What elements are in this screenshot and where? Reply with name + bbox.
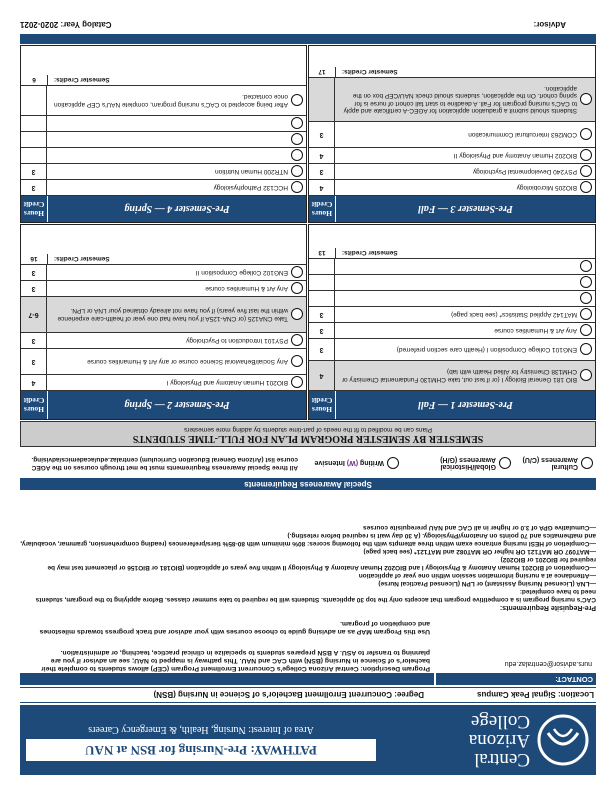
course-row — [21, 86, 306, 116]
course-checkbox[interactable] — [580, 325, 592, 337]
area-of-interest: Area of Interest: Nursing, Health, & Emergency Careers — [88, 724, 314, 735]
course-row — [309, 122, 595, 148]
semester-credits-value: 13 — [309, 248, 336, 258]
sem3-hours-credit: Hours Credit — [309, 196, 336, 222]
course-text: Any Art & Humanities course — [494, 327, 577, 335]
semester-credits-value: 16 — [21, 254, 48, 264]
prereq-item: —Completion of HESI nursing entrance exam within three attempts with the following scores: 80% minimum with 80-85% tiers/preferences (reading comprehension, grammar, vocabulary, and mathematics and 70 points on Anatomy/Physiology. (A 30 day wait is required before retesting.) — [20, 532, 596, 547]
course-row — [309, 307, 595, 323]
semester-credits-label: Semester Credits: — [54, 76, 110, 84]
course-text: BIO202 Human Anatomy and Physiology II — [453, 152, 577, 160]
course-row — [21, 297, 306, 333]
plan-header — [20, 421, 596, 447]
course-row — [309, 275, 595, 291]
course-credit: 3 — [21, 281, 47, 296]
semester-credits-value: 17 — [309, 67, 336, 77]
description-text: Program Description: Central Arizona College's Concurrent Enrollment Program (CEP) allows students to complete their bachelor's of Science in Nursing (BSN) with CAC and NAU. This pathway is mapped to NAU; see an advisor if you are planning to transfer to ASU. A BSN prepares students to specialize in clinical practice, teaching, or administration. — [41, 649, 430, 672]
semester-4 — [20, 45, 307, 223]
writing-checkbox[interactable] — [387, 457, 399, 469]
course-credit: 4 — [309, 148, 335, 163]
course-row — [21, 349, 306, 375]
sem3-title: Pre-Semester 3 — Fall — [418, 203, 513, 215]
special-note: All three Special Awareness Requirements must be met through courses on the AGEC course list (Arizona General Education Curriculum) centralaz.edu/academics/advising. — [31, 456, 298, 471]
course-checkbox[interactable] — [291, 95, 303, 107]
course-credit: 4 — [21, 375, 47, 390]
course-checkbox[interactable] — [291, 335, 303, 347]
sem2-hours-credit: Hours Credit — [21, 391, 48, 419]
semester-credits — [309, 248, 595, 259]
prereq-item: —Completion of BIO201 Human Anatomy & Physiology I and BIO202 Human Anatomy & Physiology II within five years of application (BIO181 or BIO156 or placement test may be required for BIO201 or BIO202) — [47, 556, 596, 571]
course-row — [21, 148, 306, 164]
header-banner — [20, 705, 596, 775]
semester-credits-value: 6 — [21, 75, 48, 85]
sem4-title: Pre-Semester 4 — Spring — [124, 203, 230, 215]
course-checkbox[interactable] — [580, 293, 592, 305]
course-checkbox[interactable] — [291, 356, 303, 368]
footer — [20, 18, 596, 32]
course-credit — [21, 132, 47, 147]
course-checkbox[interactable] — [580, 166, 592, 178]
course-row — [309, 259, 595, 275]
course-row — [21, 375, 306, 391]
prereq-list — [20, 523, 596, 587]
course-row — [21, 116, 306, 132]
course-text: After being accepted to CAC's nursing program, complete NAU's CEP application once contacted. — [54, 93, 288, 108]
course-text: BIO201 Human Anatomy and Physiology I — [166, 379, 288, 387]
contact-email[interactable]: nurs.advisor@centralaz.edu — [504, 660, 592, 667]
course-row — [21, 132, 306, 148]
prereq-item: —LNA (Licensed Nursing Assistant) or LPN (Licensed Practical Nurse) — [378, 580, 596, 587]
course-credit — [309, 275, 335, 290]
course-row — [309, 148, 595, 164]
course-checkbox[interactable] — [580, 94, 592, 106]
course-credit: 3 — [21, 265, 47, 280]
course-row — [309, 164, 595, 180]
course-row — [21, 281, 306, 297]
opt-writing: Writing (W) Intensive — [314, 459, 384, 467]
college-logo — [392, 709, 592, 771]
course-credit: 3 — [21, 349, 47, 374]
semester-credits — [21, 75, 306, 86]
course-row — [21, 265, 306, 281]
course-credit: 3 — [309, 164, 335, 179]
course-checkbox[interactable] — [580, 344, 592, 356]
course-credit: 3 — [21, 333, 47, 348]
course-row — [309, 361, 595, 391]
bottom-strip — [20, 34, 596, 44]
logo-emblem-icon — [534, 711, 592, 769]
opt-cultural: Cultural Awareness (C/U) — [522, 456, 578, 470]
course-row — [309, 180, 595, 196]
course-checkbox[interactable] — [291, 166, 303, 178]
sem1-title: Pre-Semester 1 — Fall — [418, 399, 513, 411]
prereq-item: —Cumulative GPA of 3.0 or higher in all CAC and NAU prerequisite courses — [363, 524, 596, 531]
course-credit: 4 — [309, 180, 335, 195]
course-text: PSY101 Introduction to Psychology — [186, 337, 288, 345]
location-degree-bar — [20, 687, 596, 703]
course-row — [309, 323, 595, 339]
course-credit: 6-7 — [21, 297, 47, 332]
prerequisites — [20, 490, 596, 612]
special-heading: Special Awareness Requirements — [244, 480, 372, 489]
prereq-intro: CAC's nursing program is a competitive program that accepts only the top 30 applicants. Students will be required to take summer classes. Before applying to the program, students need to have completed: — [35, 588, 596, 603]
course-credit: 3 — [309, 323, 335, 338]
course-checkbox[interactable] — [580, 150, 592, 162]
course-text: Students should submit a graduation application for AGEC-A certificate and apply to CAC's nursing program for Fall. A deadline to start fall cohort of nurse is for spring cohort. On the application, students should check NAU/CEP box on the application. — [343, 85, 577, 115]
course-checkbox[interactable] — [580, 261, 592, 273]
course-text: HCC132 Pathophysiology — [213, 184, 288, 192]
course-text: ENG102 College Composition II — [195, 269, 288, 277]
course-text: Any Social/Behavioral Science course or any Art & Humanities course — [87, 358, 288, 366]
prereq-heading: Pre-Requisite Requirements: — [499, 604, 596, 611]
course-checkbox[interactable] — [291, 283, 303, 295]
sem1-hours-credit: Hours Credit — [309, 391, 336, 419]
course-checkbox[interactable] — [291, 150, 303, 162]
cultural-checkbox[interactable] — [581, 457, 593, 469]
contact-box — [436, 613, 596, 685]
course-checkbox[interactable] — [580, 129, 592, 141]
course-text: MAT142 Applied Statistics* (see back page) — [451, 311, 577, 319]
prereq-item: —Attendance at a nursing information session within one year of application — [358, 572, 596, 579]
course-text: COM263 Intercultural Communication — [468, 131, 577, 139]
semester-credits-label: Semester Credits: — [54, 255, 110, 263]
course-credit — [21, 148, 47, 163]
college-name-line2: Arizona — [468, 730, 530, 751]
course-checkbox[interactable] — [291, 118, 303, 130]
contact-label: CONTACT: — [555, 675, 593, 684]
sem2-title: Pre-Semester 2 — Spring — [124, 399, 230, 411]
course-text: Take CNA125 (or CNA-125A if you have had one year of health-care experience within the last five years) if you have not already obtained your LNA or LPN. — [57, 307, 288, 322]
course-row — [309, 291, 595, 307]
course-row — [309, 78, 595, 122]
opt-global: Global/Historical Awareness (G/H) — [440, 456, 496, 470]
semester-credits — [21, 254, 306, 265]
course-credit: 3 — [309, 339, 335, 360]
semester-2 — [20, 224, 307, 420]
course-row — [21, 333, 306, 349]
course-row — [309, 339, 595, 361]
course-checkbox[interactable] — [580, 277, 592, 289]
course-checkbox[interactable] — [580, 182, 592, 194]
college-name-line1: Central — [474, 749, 530, 770]
course-row — [21, 180, 306, 196]
semester-3 — [308, 45, 596, 223]
sem4-hours-credit: Hours Credit — [21, 196, 48, 222]
course-checkbox[interactable] — [291, 182, 303, 194]
college-name-line3: College — [470, 711, 530, 732]
course-checkbox[interactable] — [291, 267, 303, 279]
program-description — [20, 613, 434, 685]
semester-1 — [308, 224, 596, 420]
course-credit: 4 — [309, 361, 335, 390]
advisor: Advisor: — [533, 20, 566, 30]
semester-credits-label: Semester Credits: — [342, 68, 398, 76]
course-text: ENG101 College Composition I (Health care section preferred) — [396, 346, 577, 354]
course-text: Any Art & Humanities course — [205, 285, 288, 293]
plan-title: SEMESTER BY SEMESTER PROGRAM PLAN FOR FULL-TIME STUDENTS — [132, 433, 484, 444]
global-checkbox[interactable] — [499, 457, 511, 469]
course-credit — [309, 259, 335, 274]
course-credit: 3 — [21, 164, 47, 179]
location: Location: Signal Peak Campus — [477, 690, 594, 700]
course-credit — [21, 116, 47, 131]
semester-credits — [309, 67, 595, 78]
degree: Degree: Concurrent Enrollment Bachelor's of Science in Nursing (BSN) — [153, 690, 424, 700]
prereq-item: —MAT097 OR MAT121 OR higher OR MAT082 and MAT121* (see back page) — [363, 548, 596, 555]
course-credit: 3 — [21, 180, 47, 195]
course-text: BIO 181 General Biology I (or if test out, take CHM130 Fundamental Chemistry or CHM138 Chemistry for Allied Health with lab) — [341, 368, 577, 383]
course-credit — [309, 78, 335, 121]
use-map-text: Use this Program MAP as an advising guide to choose courses with your advisor and track progress towards milestones and completion of program. — [39, 620, 430, 635]
semester-credits-label: Semester Credits: — [342, 249, 398, 257]
course-row — [21, 164, 306, 180]
special-awareness — [20, 448, 596, 490]
course-credit: 3 — [309, 122, 335, 147]
course-credit: 3 — [309, 307, 335, 322]
course-checkbox[interactable] — [291, 134, 303, 146]
course-checkbox[interactable] — [580, 309, 592, 321]
course-checkbox[interactable] — [291, 309, 303, 321]
course-checkbox[interactable] — [580, 370, 592, 382]
pathway-title: PATHWAY: Pre-Nursing for BSN at NAU — [26, 739, 376, 761]
course-text: BIO205 Microbiology — [516, 184, 577, 192]
plan-subtitle: Plans can be modified to fit the needs of part-time students by adding more semesters — [184, 426, 432, 433]
catalog-year: Catalog Year: 2020-2021 — [20, 20, 112, 30]
course-text: NTR200 Human Nutrition — [215, 168, 288, 176]
course-credit — [21, 86, 47, 115]
course-checkbox[interactable] — [291, 377, 303, 389]
course-credit — [309, 291, 335, 306]
course-text: PSY240 Developmental Psychology — [472, 168, 577, 176]
